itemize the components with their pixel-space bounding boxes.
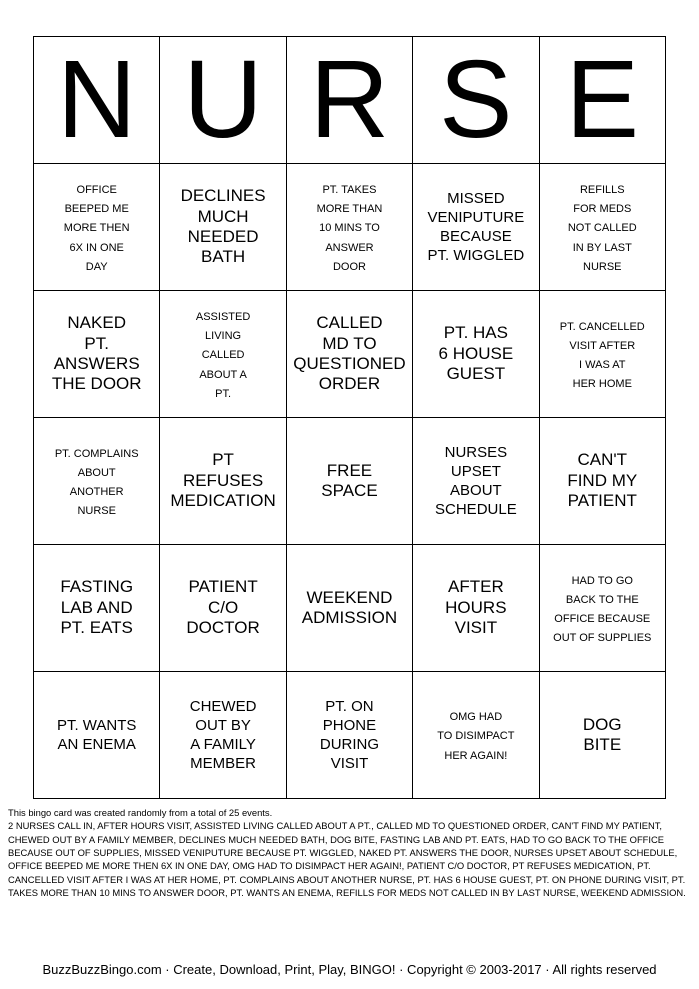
header-letter-n: N xyxy=(34,37,160,164)
card-description xyxy=(8,806,692,899)
header-letter-r: R xyxy=(286,37,412,164)
header-row xyxy=(34,37,666,164)
bingo-cell: NAKED PT. ANSWERS THE DOOR xyxy=(34,291,160,418)
header-letter-s: S xyxy=(413,37,539,164)
header-letter-u: U xyxy=(160,37,286,164)
bingo-cell: PT. WANTS AN ENEMA xyxy=(34,672,160,799)
bingo-cell: CAN'T FIND MY PATIENT xyxy=(539,418,665,545)
bingo-cell: PT. HAS 6 HOUSE GUEST xyxy=(413,291,539,418)
bingo-cell: OFFICE BEEPED ME MORE THEN 6X IN ONE DAY xyxy=(34,164,160,291)
card-row-1 xyxy=(34,164,666,291)
card-event-list: 2 NURSES CALL IN, AFTER HOURS VISIT, ASSISTED LIVING CALLED ABOUT A PT., CALLED MD TO QUESTIONED ORDER, CAN'T FIND MY PATIENT, CHEWED OUT BY A FAMILY MEMBER, DECLINES MUCH NEEDED BATH, DOG BITE, FASTING LAB AND PT. EATS, HAD TO GO BACK TO THE OFFICE BECAUSE OUT OF SUPPLIES, MISSED VENIPUTURE BECAUSE PT. WIGGLED, NAKED PT. ANSWERS THE DOOR, NURSES UPSET ABOUT SCHEDULE, OFFICE BEEPED ME MORE THEN 6X IN ONE DAY, OMG HAD TO DISIMPACT HER AGAIN!, PATIENT C/O DOCTOR, PT REFUSES MEDICATION, PT. CANCELLED VISIT AFTER I WAS AT HER HOME, PT. COMPLAINS ABOUT ANOTHER NURSE, PT. HAS 6 HOUSE GUEST, PT. ON PHONE DURING VISIT, PT. TAKES MORE THAN 10 MINS TO ANSWER DOOR, PT. WANTS AN ENEMA, REFILLS FOR MEDS NOT CALLED IN BY LAST NURSE, WEEKEND ADMISSION. xyxy=(8,820,686,899)
bingo-cell: PT. COMPLAINS ABOUT ANOTHER NURSE xyxy=(34,418,160,545)
free-space-cell: FREE SPACE xyxy=(286,418,412,545)
card-row-3 xyxy=(34,418,666,545)
bingo-cell: MISSED VENIPUTURE BECAUSE PT. WIGGLED xyxy=(413,164,539,291)
bingo-cell: FASTING LAB AND PT. EATS xyxy=(34,545,160,672)
bingo-cell: DOG BITE xyxy=(539,672,665,799)
bingo-cell: AFTER HOURS VISIT xyxy=(413,545,539,672)
bingo-cell: DECLINES MUCH NEEDED BATH xyxy=(160,164,286,291)
site-footer: BuzzBuzzBingo.com · Create, Download, Print, Play, BINGO! · Copyright © 2003-2017 · All rights reserved xyxy=(42,962,657,977)
bingo-cell: NURSES UPSET ABOUT SCHEDULE xyxy=(413,418,539,545)
bingo-cell: PATIENT C/O DOCTOR xyxy=(160,545,286,672)
header-letter-e: E xyxy=(539,37,665,164)
card-row-5 xyxy=(34,672,666,799)
bingo-cell: OMG HAD TO DISIMPACT HER AGAIN! xyxy=(413,672,539,799)
card-row-4 xyxy=(34,545,666,672)
bingo-cell: PT REFUSES MEDICATION xyxy=(160,418,286,545)
bingo-cell: PT. ON PHONE DURING VISIT xyxy=(286,672,412,799)
card-description-intro: This bingo card was created randomly from a total of 25 events. xyxy=(8,807,273,818)
bingo-cell: CALLED MD TO QUESTIONED ORDER xyxy=(286,291,412,418)
bingo-cell: PT. CANCELLED VISIT AFTER I WAS AT HER HOME xyxy=(539,291,665,418)
bingo-cell: CHEWED OUT BY A FAMILY MEMBER xyxy=(160,672,286,799)
bingo-cell: REFILLS FOR MEDS NOT CALLED IN BY LAST NURSE xyxy=(539,164,665,291)
bingo-card xyxy=(33,36,666,799)
card-row-2 xyxy=(34,291,666,418)
bingo-cell: PT. TAKES MORE THAN 10 MINS TO ANSWER DOOR xyxy=(286,164,412,291)
bingo-cell: WEEKEND ADMISSION xyxy=(286,545,412,672)
bingo-cell: HAD TO GO BACK TO THE OFFICE BECAUSE OUT OF SUPPLIES xyxy=(539,545,665,672)
bingo-cell: ASSISTED LIVING CALLED ABOUT A PT. xyxy=(160,291,286,418)
